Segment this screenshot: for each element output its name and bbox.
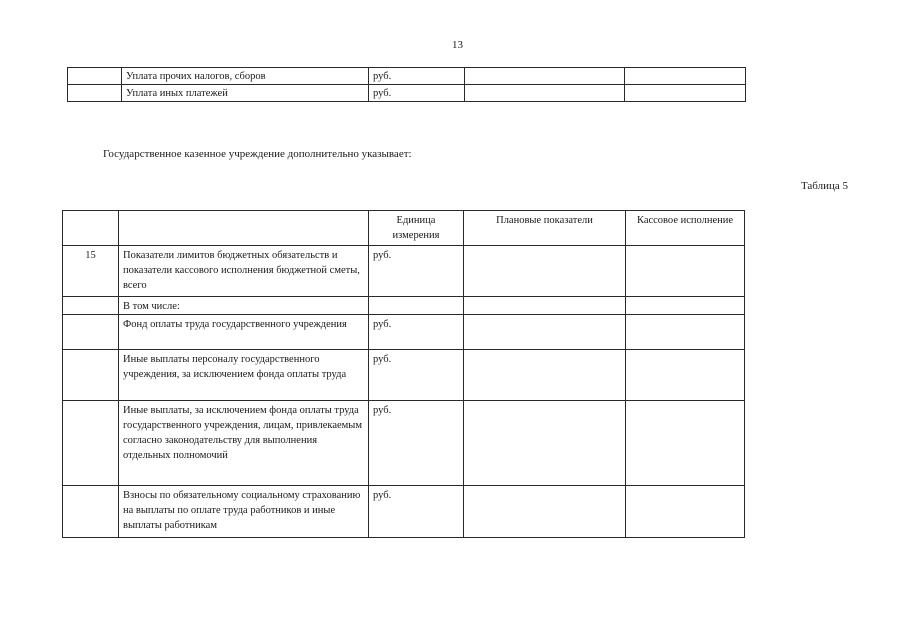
table-cell-planned: [464, 401, 626, 486]
top-table: [67, 67, 746, 102]
table-cell-num: [63, 350, 119, 401]
table-cell-cash: [625, 85, 746, 102]
table-row: [63, 401, 745, 486]
table-cell-name: Иные выплаты, за исключением фонда оплаты труда государственного учреждения, лицам, привлекаемым согласно законодательству для выполнения отдельных полномочий: [119, 401, 369, 486]
table-caption: Таблица 5: [800, 180, 848, 192]
table-cell-num: [63, 315, 119, 350]
header-cell-unit: Единица измерения: [369, 211, 464, 246]
page-number: 13: [452, 39, 463, 51]
table-row: [63, 297, 745, 315]
header-cell-num: [63, 211, 119, 246]
table-cell-num: [63, 486, 119, 538]
table-cell-cash: [626, 246, 745, 297]
table-cell-name: Уплата прочих налогов, сборов: [122, 68, 369, 85]
table-cell-unit: руб.: [369, 246, 464, 297]
table-cell-unit: руб.: [369, 350, 464, 401]
table-row: [63, 315, 745, 350]
table-row: [63, 246, 745, 297]
table-cell-unit: руб.: [369, 85, 465, 102]
table-cell-num: [68, 85, 122, 102]
table-cell-planned: [465, 85, 625, 102]
table-cell-num: [68, 68, 122, 85]
table-cell-cash: [626, 350, 745, 401]
header-cell-cash: Кассовое исполнение: [626, 211, 745, 246]
table-cell-name: Показатели лимитов бюджетных обязательств и показатели кассового исполнения бюджетной сметы, всего: [119, 246, 369, 297]
table-row: [68, 85, 746, 102]
table-cell-num: [63, 401, 119, 486]
intro-text: Государственное казенное учреждение дополнительно указывает:: [103, 148, 412, 160]
table-cell-cash: [626, 315, 745, 350]
table-cell-planned: [464, 486, 626, 538]
table-cell-name: В том числе:: [119, 297, 369, 315]
table-header-row: [63, 211, 745, 246]
table-cell-planned: [465, 68, 625, 85]
table-cell-name: Фонд оплаты труда государственного учреждения: [119, 315, 369, 350]
table-cell-cash: [626, 486, 745, 538]
table-row: [63, 350, 745, 401]
table-cell-planned: [464, 297, 626, 315]
table-cell-unit: [369, 297, 464, 315]
header-cell-name: [119, 211, 369, 246]
table-cell-num: 15: [63, 246, 119, 297]
table-cell-unit: руб.: [369, 486, 464, 538]
table-cell-planned: [464, 350, 626, 401]
table-cell-name: Взносы по обязательному социальному страхованию на выплаты по оплате труда работников и иные выплаты работникам: [119, 486, 369, 538]
table-cell-unit: руб.: [369, 68, 465, 85]
table-row: [68, 68, 746, 85]
table-cell-cash: [625, 68, 746, 85]
header-cell-planned: Плановые показатели: [464, 211, 626, 246]
table-cell-unit: руб.: [369, 315, 464, 350]
table-cell-planned: [464, 315, 626, 350]
table-cell-name: Иные выплаты персоналу государственного учреждения, за исключением фонда оплаты труда: [119, 350, 369, 401]
table-cell-name: Уплата иных платежей: [122, 85, 369, 102]
table-row: [63, 486, 745, 538]
table-cell-cash: [626, 297, 745, 315]
table-cell-planned: [464, 246, 626, 297]
table-cell-cash: [626, 401, 745, 486]
table-cell-num: [63, 297, 119, 315]
table-cell-unit: руб.: [369, 401, 464, 486]
main-table: [62, 210, 745, 538]
